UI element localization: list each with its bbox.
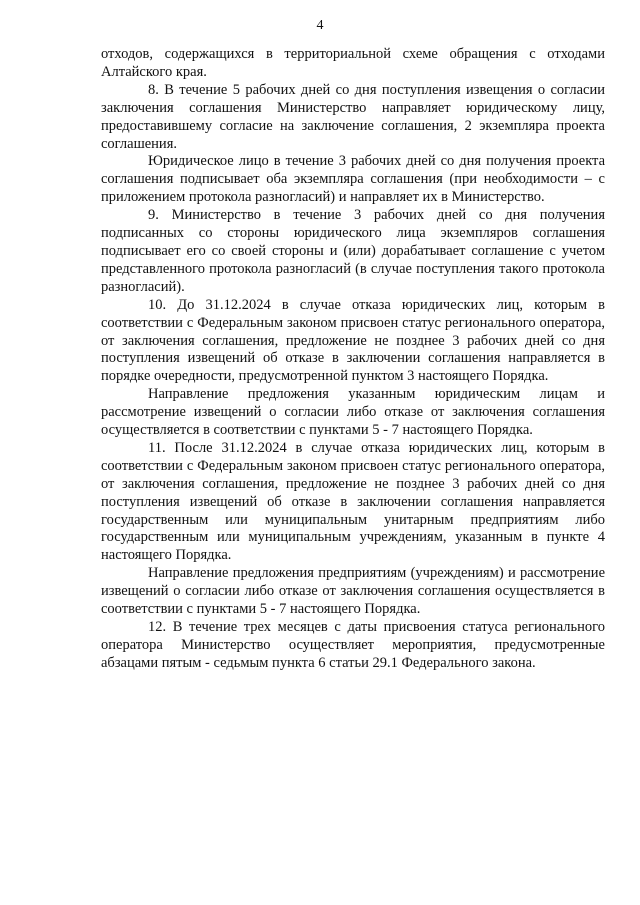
page-number: 4	[316, 18, 324, 33]
document-body	[101, 46, 605, 673]
paragraph-item-11-direction: Направление предложения предприятиям (учреждениям) и рассмотрение извещений о согласии либо отказе от заключения соглашения осуществляется в соответствии с пунктами 5 - 7 настоящего Порядка.	[101, 565, 605, 618]
paragraph-item-8: 8. В течение 5 рабочих дней со дня поступления извещения о согласии заключения соглашения Министерство направляет юридическому лицу, предоставившему согласие на заключение соглашения, 2 экземпляра проекта соглашения.	[101, 81, 605, 152]
paragraph-item-10: 10. До 31.12.2024 в случае отказа юридических лиц, которым в соответствии с Федеральным законом присвоен статус регионального оператора, от заключения соглашения, предложение не позднее 3 рабочих дней со дня поступления извещений об отказе в заключении соглашения направляется в порядке очередности, предусмотренной пунктом 3 настоящего Порядка.	[101, 296, 605, 385]
paragraph-item-10-direction: Направление предложения указанным юридическим лицам и рассмотрение извещений о согласии либо отказе от заключения соглашения осуществляется в соответствии с пунктами 5 - 7 настоящего Порядка.	[101, 386, 605, 439]
paragraph-item-12: 12. В течение трех месяцев с даты присвоения статуса регионального оператора Министерство осуществляет мероприятия, предусмотренные абзацами пятым - седьмым пункта 6 статьи 29.1 Федерального закона.	[101, 619, 605, 671]
paragraph-item-8-legal-entity: Юридическое лицо в течение 3 рабочих дней со дня получения проекта соглашения подписывает оба экземпляра соглашения (при необходимости – с приложением протокола разногласий) и направляет их в Министерство.	[101, 153, 605, 206]
paragraph-continuation: отходов, содержащихся в территориальной схеме обращения с отходами Алтайского края.	[101, 46, 605, 80]
paragraph-item-11: 11. После 31.12.2024 в случае отказа юридических лиц, которым в соответствии с Федеральным законом присвоен статус регионального оператора, от заключения соглашения, предложение не позднее 3 рабочих дней со дня поступления извещений об отказе в заключении соглашения направляется государственным или муниципальным унитарным предприятиям либо государственным или муниципальным учреждениям, указанным в пункте 4 настоящего Порядка.	[101, 439, 605, 564]
paragraph-item-9: 9. Министерство в течение 3 рабочих дней со дня получения подписанных со стороны юридического лица экземпляров соглашения подписывает его со своей стороны и (или) дорабатывает соглашение с учетом представленного протокола разногласий (в случае поступления такого протокола разногласий).	[101, 207, 605, 295]
